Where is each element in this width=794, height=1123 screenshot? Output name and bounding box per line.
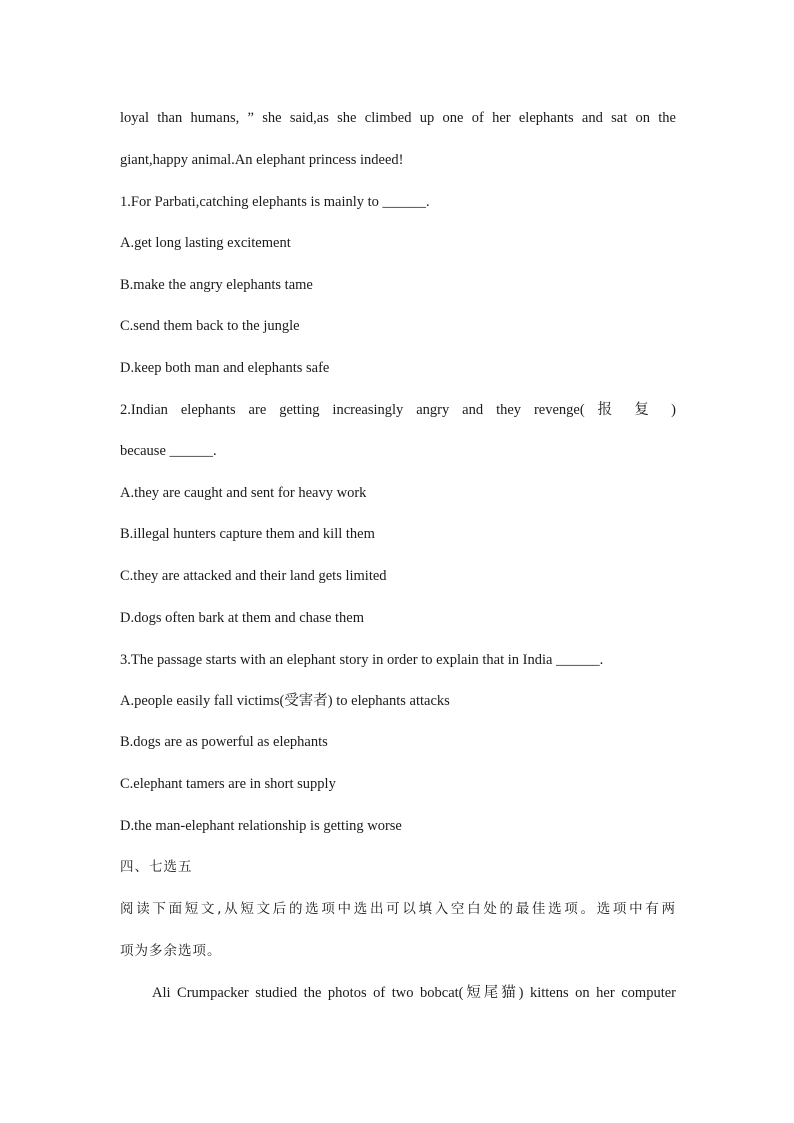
question-1-option-b: B.make the angry elephants tame [120, 277, 313, 293]
question-1-option-d: D.keep both man and elephants safe [120, 360, 330, 376]
question-2-option-a: A.they are caught and sent for heavy work [120, 485, 367, 501]
section-instruction-line-1: 阅读下面短文,从短文后的选项中选出可以填入空白处的最佳选项。选项中有两 [120, 901, 676, 917]
section-heading: 四、七选五 [120, 859, 193, 875]
passage-start-line: Ali Crumpacker studied the photos of two bobcat(短尾猫) kittens on her computer [152, 985, 676, 1001]
question-1-stem: 1.For Parbati,catching elephants is mainly to ______. [120, 194, 430, 210]
question-3-option-c: C.elephant tamers are in short supply [120, 776, 336, 792]
passage-end-line-2: giant,happy animal.An elephant princess indeed! [120, 152, 404, 168]
question-3-stem: 3.The passage starts with an elephant story in order to explain that in India ______. [120, 652, 604, 668]
passage-end-line-1: loyal than humans, ” she said,as she climbed up one of her elephants and sat on the [120, 110, 676, 126]
question-1-option-c: C.send them back to the jungle [120, 318, 300, 334]
question-2-option-b: B.illegal hunters capture them and kill them [120, 526, 375, 542]
question-2-stem-line-1: 2.Indian elephants are getting increasingly angry and they revenge( 报 复 ) [120, 402, 676, 418]
question-2-option-c: C.they are attacked and their land gets limited [120, 568, 387, 584]
question-2-option-d: D.dogs often bark at them and chase them [120, 610, 365, 626]
question-2-stem-line-2: because ______. [120, 443, 217, 459]
question-1-option-a: A.get long lasting excitement [120, 235, 291, 251]
question-3-option-b: B.dogs are as powerful as elephants [120, 734, 328, 750]
section-instruction-line-2: 项为多余选项。 [120, 943, 222, 959]
question-3-option-d: D.the man-elephant relationship is getting worse [120, 818, 402, 834]
question-3-option-a: A.people easily fall victims(受害者) to elephants attacks [120, 693, 450, 709]
